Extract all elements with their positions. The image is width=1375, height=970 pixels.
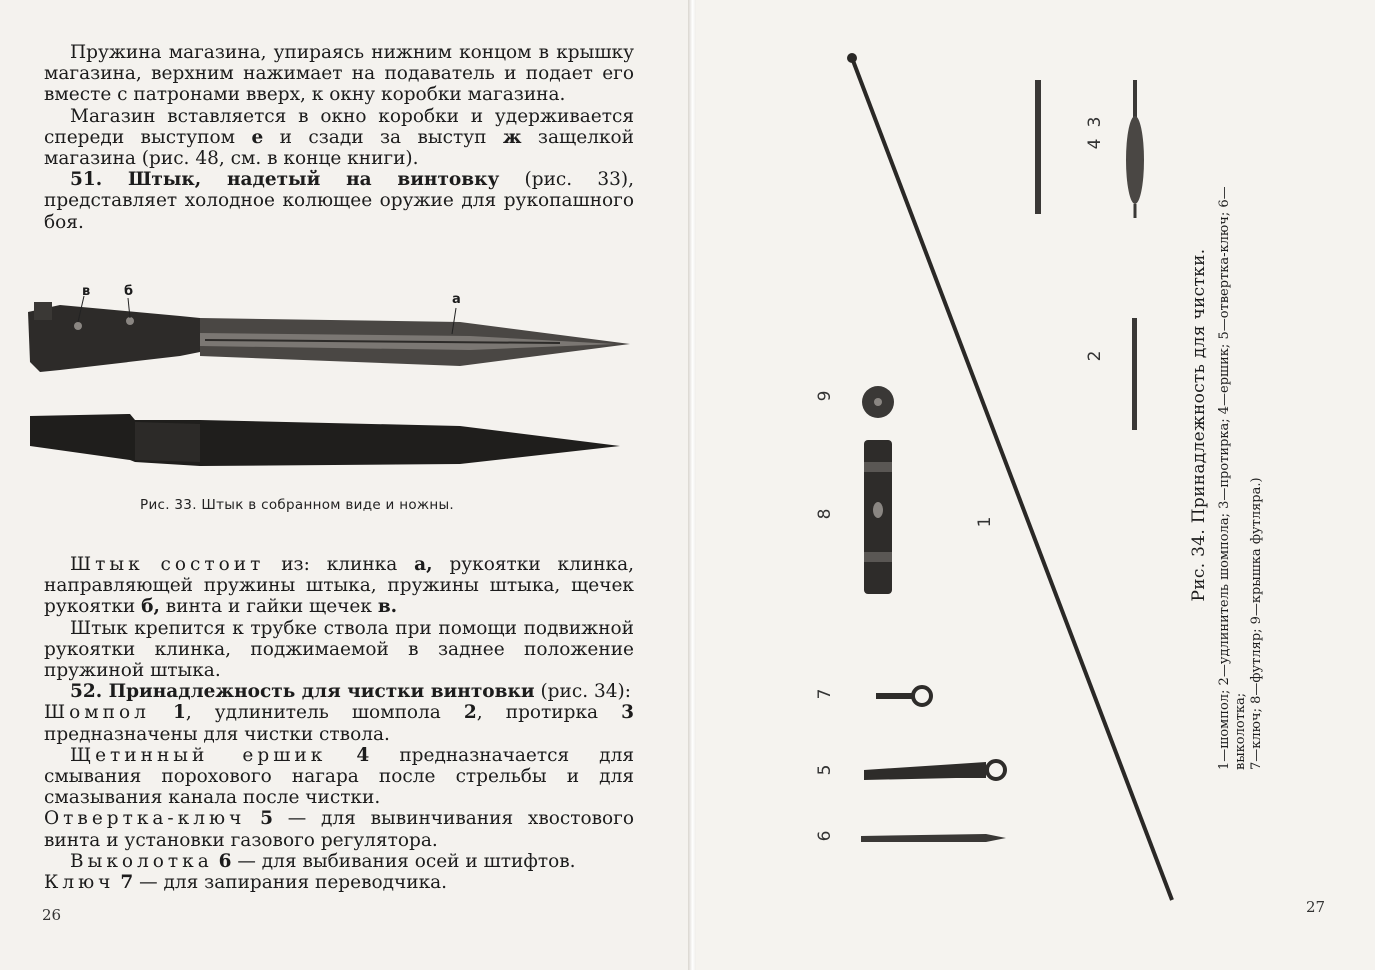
term-brush: Щетинный ершик <box>70 744 327 766</box>
figure-34-legend-line2: 7—ключ; 8—футляр; 9—крышка футляра.) <box>1249 477 1264 770</box>
num-7: 7 <box>120 872 134 894</box>
fig-label-6: 6 <box>815 830 835 842</box>
brush-drawing <box>1126 80 1144 218</box>
extension-drawing <box>1132 318 1137 430</box>
screwdriver-paragraph <box>44 808 634 850</box>
text-run: — для выбивания осей и штифтов. <box>231 850 576 872</box>
text-block-bottom <box>44 554 634 893</box>
term-key: Ключ <box>44 872 115 894</box>
text-run: винта и гайки щечек <box>159 596 378 618</box>
section-52-paragraph <box>44 681 634 702</box>
text-run: — для запирания переводчика. <box>133 872 448 894</box>
letter-v: в. <box>377 596 398 618</box>
bayonet-composition-paragraph <box>44 554 634 618</box>
page-number-right: 27 <box>1306 898 1326 916</box>
section-51-title: 51. Штык, надетый на винтовку <box>70 169 500 191</box>
right-page <box>696 0 1375 970</box>
term-screwdriver: Отвертка-ключ <box>44 808 246 830</box>
magazine-spring-paragraph: Пружина магазина, упираясь нижним концом в крышку магазина, верхним нажимает на подаватель и подает его вместе с патронами вверх, к окну коробки магазина. <box>44 42 634 106</box>
figure-label-b: б <box>124 284 134 299</box>
brush-paragraph <box>44 745 634 809</box>
fig-label-3: 3 <box>1085 116 1105 128</box>
text-run: , протирка <box>476 702 622 724</box>
text-run: , удлинитель шомпола <box>185 702 464 724</box>
fig-label-1: 1 <box>975 516 995 528</box>
num-5: 5 <box>260 808 273 830</box>
text-run: — для вывинчивания хвостового винта и установки газового регулятора. <box>44 808 634 851</box>
num-1: 1 <box>172 702 186 724</box>
num-6: 6 <box>218 850 232 872</box>
text-run: защелкой магазина (рис. 48, см. в конце книги). <box>44 126 634 170</box>
letter-zh: ж <box>502 126 522 148</box>
wiper-drawing <box>1035 80 1041 214</box>
text-run: предназначены для чистки ствола. <box>44 723 390 745</box>
section-52-title: 52. Принадлежность для чистки винтовки <box>70 681 535 703</box>
key-paragraph <box>44 872 634 893</box>
figure-34-title: Рис. 34. Принадлежность для чистки. <box>1189 248 1209 602</box>
term-shompol: Шомпол <box>44 702 150 724</box>
term-shtyk: Штык <box>70 554 144 575</box>
term-punch: Выколотка <box>70 850 213 872</box>
num-3: 3 <box>621 702 635 724</box>
punch-drawing <box>861 834 1006 842</box>
fig-label-4: 4 <box>1085 138 1105 150</box>
figure-label-a: а <box>452 292 461 307</box>
text-run: предназначается для смывания порохового нагара после стрельбы и для смазывания канала после чистки. <box>44 744 634 809</box>
figure-33-caption: Рис. 33. Штык в собранном виде и ножны. <box>140 497 455 513</box>
fig-label-9: 9 <box>815 390 835 402</box>
screwdriver-drawing <box>864 761 1005 780</box>
bayonet-attach-paragraph: Штык крепится к трубке ствола при помощи подвижной рукоятки клинка, поджимаемой в заднее положение пружиной штыка. <box>44 617 634 682</box>
fig-label-2: 2 <box>1085 350 1105 362</box>
bayonet-figure <box>0 0 690 520</box>
letter-a: а, <box>414 554 433 575</box>
cleaning-kit-figure <box>696 0 1375 970</box>
figure-34-legend-line1: 1—шомпол; 2—удлинитель шомпола; 3—протирка; 4—ершик; 5—отвертка-ключ; 6—выколотка; <box>1217 186 1248 770</box>
ramrod-paragraph <box>44 702 634 744</box>
num-2: 2 <box>463 702 477 724</box>
figure-label-v: в <box>82 284 91 299</box>
fig-label-5: 5 <box>815 764 835 776</box>
text-run: Магазин вставляется в окно коробки и удерживается спереди выступом <box>44 105 634 148</box>
scabbard <box>30 414 620 466</box>
punch-paragraph <box>44 851 634 872</box>
page-number-left: 26 <box>42 906 62 924</box>
fig-label-8: 8 <box>815 508 835 520</box>
text-run: (рис. 33), представляет холодное колющее оружие для рукопашного боя. <box>44 169 634 233</box>
key-drawing <box>876 687 931 705</box>
text-run: из: клинка <box>264 554 415 575</box>
figure-34-caption <box>1189 170 1269 770</box>
term-sostoit: состоит <box>160 554 265 575</box>
text-run: (рис. 34): <box>534 681 631 703</box>
text-run: рукоятки клинка, направляющей пружины штыка, пружины штыка, щечек рукоятки <box>44 554 634 618</box>
letter-e: е <box>251 126 264 148</box>
case-drawing <box>864 440 892 594</box>
letter-b: б, <box>141 596 160 618</box>
num-4: 4 <box>356 744 370 766</box>
fig-label-7: 7 <box>815 688 835 700</box>
text-run: и сзади за выступ <box>263 126 503 148</box>
bayonet-assembled <box>28 296 630 372</box>
